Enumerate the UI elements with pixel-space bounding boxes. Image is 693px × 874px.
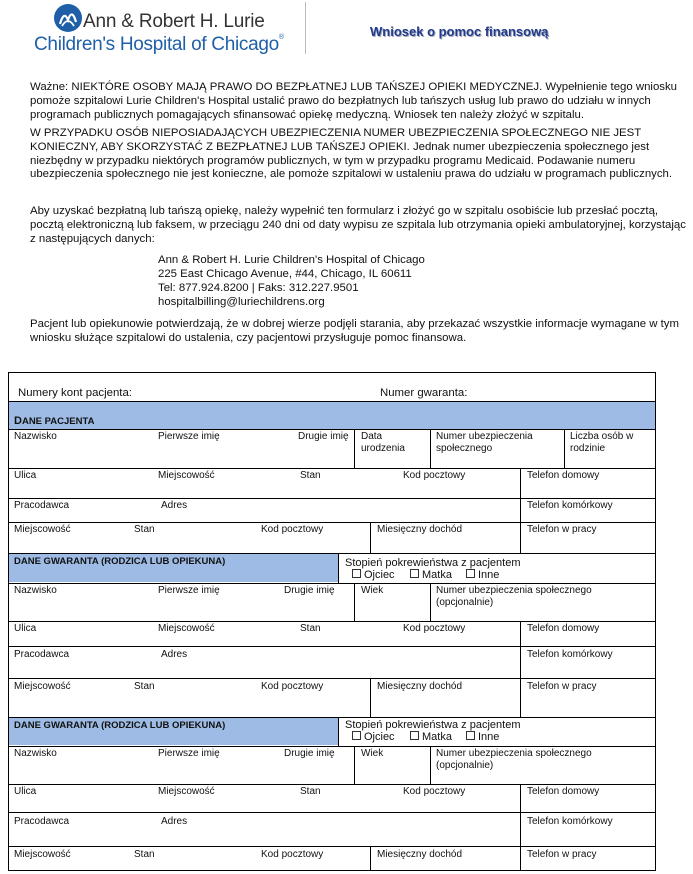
guarantor-2-employer-address-field[interactable]: Adres bbox=[161, 816, 188, 827]
patient-birth-date-field[interactable]: Data urodzenia bbox=[361, 431, 405, 454]
patient-first-name-field[interactable]: Pierwsze imię bbox=[158, 431, 220, 442]
patient-employer-address-field[interactable]: Adres bbox=[161, 500, 188, 511]
guarantor-1-employer-address-field[interactable]: Adres bbox=[161, 649, 188, 660]
guarantor-1-age-field[interactable]: Wiek bbox=[361, 585, 384, 596]
guarantor-1-last-name-field[interactable]: Nazwisko bbox=[14, 585, 57, 596]
patient-monthly-income-field[interactable]: Miesięczny dochód bbox=[377, 524, 463, 535]
patient-employer-city-field[interactable]: Miejscowość bbox=[14, 524, 71, 535]
intro-paragraph-confirm: Pacjent lub opiekunowie potwierdzają, że w dobrej wierze podjęli starania, aby przekazać wszystkie informacje wymagane w tym wniosku służące szpitalowi do ustalenia, czy pacjentowi przysługuje pomoc finansowa. bbox=[30, 318, 679, 344]
guarantor-2-monthly-income-field[interactable]: Miesięczny dochód bbox=[377, 849, 463, 860]
guarantor-1-city-field[interactable]: Miejscowość bbox=[158, 623, 215, 634]
address-line-3: Tel: 877.924.8200 | Faks: 312.227.9501 bbox=[158, 282, 359, 294]
family-size-field[interactable]: Liczba osób w rodzinie bbox=[570, 431, 634, 454]
logo-hospital: Children's Hospital of Chicago® bbox=[34, 34, 284, 55]
guarantor-2-employer-state-field[interactable]: Stan bbox=[134, 849, 155, 860]
patient-state-field[interactable]: Stan bbox=[300, 470, 321, 481]
guarantor-2-section-header: DANE GWARANTA (RODZICA LUB OPIEKUNA) bbox=[14, 720, 226, 731]
guarantor-1-ssn-field[interactable]: Numer ubezpieczenia społecznego (opcjonalnie) bbox=[436, 585, 592, 608]
guarantor-number-label[interactable]: Numer gwaranta: bbox=[380, 387, 468, 399]
patient-employer-state-field[interactable]: Stan bbox=[134, 524, 155, 535]
address-email: hospitalbilling@luriechildrens.org bbox=[158, 296, 325, 308]
patient-employer-zip-field[interactable]: Kod pocztowy bbox=[261, 524, 324, 535]
guarantor-1-work-phone-field[interactable]: Telefon w pracy bbox=[527, 681, 597, 692]
guarantor-2-middle-name-field[interactable]: Drugie imię bbox=[284, 748, 335, 759]
guarantor-2-other-checkbox[interactable]: Inne bbox=[466, 731, 499, 743]
guarantor-1-state-field[interactable]: Stan bbox=[300, 623, 321, 634]
guarantor-2-home-phone-field[interactable]: Telefon domowy bbox=[527, 786, 600, 797]
guarantor-2-street-field[interactable]: Ulica bbox=[14, 786, 37, 797]
guarantor-1-employer-zip-field[interactable]: Kod pocztowy bbox=[261, 681, 324, 692]
intro-paragraph-important: Ważne: NIEKTÓRE OSOBY MAJĄ PRAWO DO BEZPŁATNEJ LUB TAŃSZEJ OPIEKI MEDYCZNEJ. Wypełnienie tego wniosku pomoże szpitalowi Lurie Children's Hospital ustalić prawo do bezpłatnych lub tańszych usług lub prawo do udziału w innych programach publicznych pomagających sfinansować opiekę medyczną. Wniosek ten należy złożyć w szpitalu. bbox=[30, 81, 678, 121]
guarantor-1-mother-checkbox[interactable]: Matka bbox=[410, 569, 452, 581]
intro-paragraph-submit: Aby uzyskać bezpłatną lub tańszą opiekę, należy wypełnić ten formularz i złożyć go w szpitalu osobiście lub przesłać pocztą, pocztą elektroniczną lub faksem, w przeciągu 240 dni od daty wypisu ze szpitala lub otrzymania opieki ambulatoryjnej, korzystając z następujących danych: bbox=[30, 205, 686, 245]
guarantor-1-employer-state-field[interactable]: Stan bbox=[134, 681, 155, 692]
guarantor-1-middle-name-field[interactable]: Drugie imię bbox=[284, 585, 335, 596]
guarantor-2-state-field[interactable]: Stan bbox=[300, 786, 321, 797]
logo-divider bbox=[305, 2, 306, 54]
patient-section-header: DANE PACJENTA bbox=[14, 415, 95, 427]
page-title: Wniosek o pomoc finansową bbox=[370, 24, 549, 39]
intro-paragraph-ssn: W PRZYPADKU OSÓB NIEPOSIADAJĄCYCH UBEZPIECZENIA NUMER UBEZPIECZENIA SPOŁECZNEGO NIE JEST KONIECZNY, ABY SKORZYSTAĆ Z BEZPŁATNEJ LUB TAŃSZEJ OPIEKI. Jednak numer ubezpieczenia społecznego jest niezbędny w przypadku niektórych programów publicznych, w tym w przypadku programu Medicaid. Podawanie numeru ubezpieczenia społecznego nie jest konieczne, ale pomoże szpitalowi w ustaleniu prawa do udziału w programach publicznych. bbox=[30, 127, 673, 181]
address-line-2: 225 East Chicago Avenue, #44, Chicago, IL 60611 bbox=[158, 268, 412, 280]
guarantor-2-work-phone-field[interactable]: Telefon w pracy bbox=[527, 849, 597, 860]
guarantor-2-ssn-field[interactable]: Numer ubezpieczenia społecznego (opcjonalnie) bbox=[436, 748, 592, 771]
patient-middle-name-field[interactable]: Drugie imię bbox=[298, 431, 349, 442]
patient-city-field[interactable]: Miejscowość bbox=[158, 470, 215, 481]
patient-home-phone-field[interactable]: Telefon domowy bbox=[527, 470, 600, 481]
guarantor-2-zip-field[interactable]: Kod pocztowy bbox=[403, 786, 466, 797]
guarantor-1-section-header: DANE GWARANTA (RODZICA LUB OPIEKUNA) bbox=[14, 556, 226, 567]
guarantor-1-monthly-income-field[interactable]: Miesięczny dochód bbox=[377, 681, 463, 692]
guarantor-1-employer-city-field[interactable]: Miejscowość bbox=[14, 681, 71, 692]
logo-name: Ann & Robert H. Lurie bbox=[83, 11, 265, 32]
guarantor-1-employer-field[interactable]: Pracodawca bbox=[14, 649, 70, 660]
guarantor-1-first-name-field[interactable]: Pierwsze imię bbox=[158, 585, 220, 596]
patient-ssn-field[interactable]: Numer ubezpieczenia społecznego bbox=[436, 431, 533, 454]
guarantor-2-employer-field[interactable]: Pracodawca bbox=[14, 816, 70, 827]
guarantor-1-father-checkbox[interactable]: Ojciec bbox=[352, 569, 395, 581]
patient-street-field[interactable]: Ulica bbox=[14, 470, 37, 481]
guarantor-2-mobile-phone-field[interactable]: Telefon komórkowy bbox=[527, 816, 613, 827]
guarantor-2-mother-checkbox[interactable]: Matka bbox=[410, 731, 452, 743]
patient-employer-field[interactable]: Pracodawca bbox=[14, 500, 70, 511]
patient-zip-field[interactable]: Kod pocztowy bbox=[403, 470, 466, 481]
guarantor-2-first-name-field[interactable]: Pierwsze imię bbox=[158, 748, 220, 759]
address-line-1: Ann & Robert H. Lurie Children's Hospital of Chicago bbox=[158, 254, 425, 266]
guarantor-1-zip-field[interactable]: Kod pocztowy bbox=[403, 623, 466, 634]
guarantor-2-last-name-field[interactable]: Nazwisko bbox=[14, 748, 57, 759]
guarantor-1-home-phone-field[interactable]: Telefon domowy bbox=[527, 623, 600, 634]
patient-last-name-field[interactable]: Nazwisko bbox=[14, 431, 57, 442]
guarantor-2-employer-city-field[interactable]: Miejscowość bbox=[14, 849, 71, 860]
patient-mobile-phone-field[interactable]: Telefon komórkowy bbox=[527, 500, 613, 511]
logo-trademark: ® bbox=[278, 34, 284, 41]
guarantor-1-street-field[interactable]: Ulica bbox=[14, 623, 37, 634]
guarantor-2-employer-zip-field[interactable]: Kod pocztowy bbox=[261, 849, 324, 860]
guarantor-1-other-checkbox[interactable]: Inne bbox=[466, 569, 499, 581]
guarantor-2-father-checkbox[interactable]: Ojciec bbox=[352, 731, 395, 743]
guarantor-2-age-field[interactable]: Wiek bbox=[361, 748, 384, 759]
guarantor-2-city-field[interactable]: Miejscowość bbox=[158, 786, 215, 797]
guarantor-2-relation-label: Stopień pokrewieństwa z pacjentem bbox=[345, 719, 521, 731]
guarantor-1-mobile-phone-field[interactable]: Telefon komórkowy bbox=[527, 649, 613, 660]
patient-accounts-label[interactable]: Numery kont pacjenta: bbox=[18, 387, 132, 399]
patient-work-phone-field[interactable]: Telefon w pracy bbox=[527, 524, 597, 535]
patient-section-band bbox=[9, 401, 655, 429]
guarantor-1-relation-label: Stopień pokrewieństwa z pacjentem bbox=[345, 557, 521, 569]
